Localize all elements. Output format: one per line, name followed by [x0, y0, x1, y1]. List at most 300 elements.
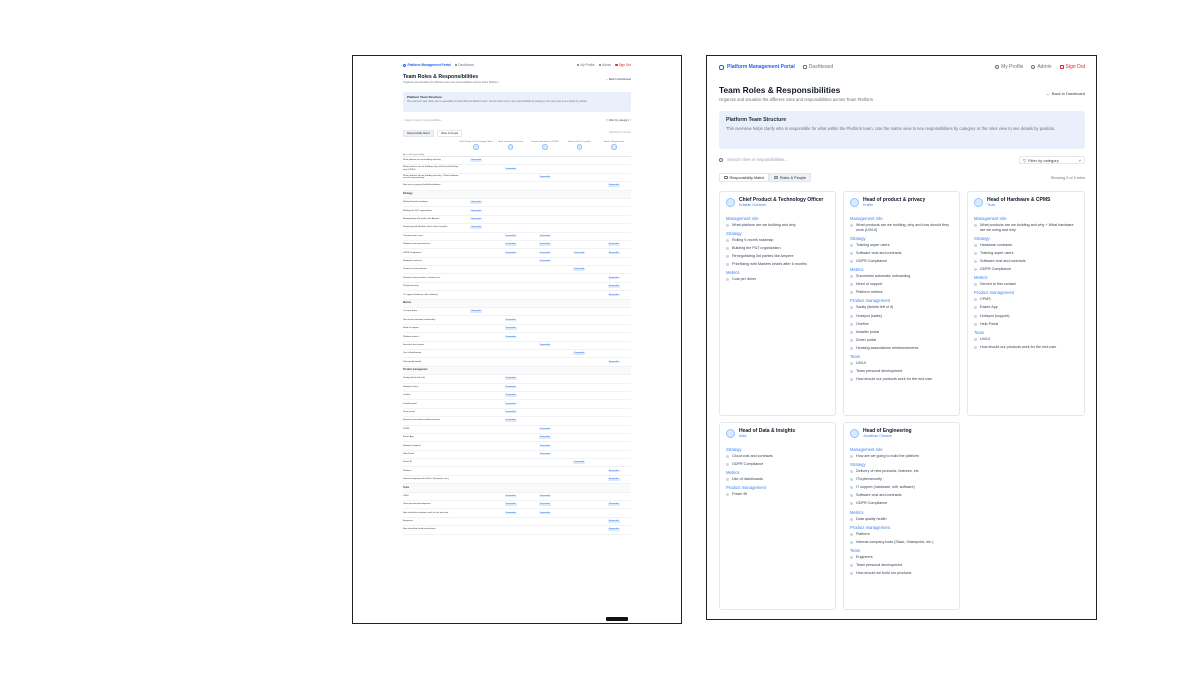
responsible-chip: Responsible	[574, 268, 585, 271]
responsible-chip: Responsible	[540, 494, 550, 497]
role-icon	[611, 144, 617, 150]
matrix-cell	[459, 232, 493, 240]
matrix-row	[403, 232, 631, 240]
responsibility-text: Onefive	[856, 321, 869, 326]
bullet-icon	[974, 323, 977, 326]
bullet-icon	[974, 283, 977, 286]
matrix-row-label: GDPR Compliance	[403, 249, 459, 257]
responsibility-text: Training super users	[980, 250, 1014, 255]
filter-label: Filter by category	[608, 119, 629, 122]
matrix-cell	[459, 198, 493, 206]
role-avatar-icon	[974, 198, 983, 207]
count-text: Showing 5 of 5 roles	[609, 131, 631, 134]
matrix-cell	[493, 215, 527, 223]
responsible-chip: Responsible	[608, 478, 619, 481]
responsibility-text: Installer portal	[856, 329, 880, 334]
responsible-chip: Responsible	[540, 452, 550, 455]
matrix-cell	[459, 383, 493, 391]
matrix-header-row	[403, 141, 631, 157]
responsibility-item	[850, 259, 953, 264]
matrix-cell	[597, 316, 631, 324]
matrix-row-label: Housing associations reimbursements	[403, 417, 459, 425]
matrix-col-header	[597, 141, 631, 157]
matrix-row-label: Hubspot (support)	[403, 442, 459, 450]
bullet-icon	[850, 362, 853, 365]
responsibility-text: Power BI	[732, 492, 747, 497]
responsibility-item	[726, 492, 829, 497]
matrix-cell	[562, 358, 596, 366]
role-section-title: Strategy	[974, 235, 990, 241]
matrix-row-label: CPMS	[403, 425, 459, 433]
matrix-cell	[528, 282, 562, 290]
matrix-row	[403, 324, 631, 332]
matrix-row-label: Internal company tools (Slack, Sharepoint, etc.)	[403, 475, 459, 483]
info-panel	[403, 92, 631, 112]
responsible-chip: Responsible	[608, 520, 619, 523]
role-holder: Truls	[987, 203, 996, 207]
matrix-cell	[597, 391, 631, 399]
bullet-icon	[850, 572, 853, 575]
matrix-cell	[528, 400, 562, 408]
matrix-cell	[459, 358, 493, 366]
matrix-cell	[459, 157, 493, 165]
matrix-cell	[597, 308, 631, 316]
page-subtitle: Organize and visualize the different roles and responsibilities across Team Platform	[403, 81, 499, 84]
role-section-title: Metrics	[726, 470, 740, 476]
matrix-cell	[459, 433, 493, 441]
sign-out-link[interactable]	[615, 63, 631, 67]
matrix-cell	[597, 433, 631, 441]
matrix-cell	[493, 333, 527, 341]
sign-out-link[interactable]	[1060, 64, 1085, 70]
matrix-cell	[459, 316, 493, 324]
category-filter[interactable]: ▽ Filter by category ˅	[606, 119, 631, 122]
matrix-cell	[459, 509, 493, 517]
matrix-cell	[562, 173, 596, 181]
responsibility-text: Use of dashboards	[732, 477, 763, 482]
shield-icon	[1031, 65, 1035, 69]
my-profile-link[interactable]	[995, 64, 1023, 70]
responsibility-text: What platform are we building and why	[732, 223, 796, 227]
matrix-cell	[493, 400, 527, 408]
matrix-cell	[493, 467, 527, 475]
matrix-cell	[597, 349, 631, 357]
responsibility-text: GDPR Compliance	[856, 259, 888, 264]
matrix-row	[403, 358, 631, 366]
chevron-down-icon: ˅	[1078, 157, 1081, 163]
matrix-row-label: Data quality health	[403, 358, 459, 366]
matrix-cell	[562, 282, 596, 290]
bullet-icon	[850, 486, 853, 489]
responsible-chip: Responsible	[540, 427, 550, 430]
responsibility-item	[850, 571, 953, 576]
matrix-cell	[597, 358, 631, 366]
matrix-cell	[528, 266, 562, 274]
matrix-cell	[459, 308, 493, 316]
matrix-cell	[459, 400, 493, 408]
responsible-chip: Responsible	[608, 528, 619, 531]
matrix-cell	[493, 517, 527, 525]
responsible-chip: Responsible	[608, 243, 619, 246]
responsibility-text: GDPR Compliance	[980, 267, 1012, 272]
top-bar	[403, 61, 631, 69]
matrix-cell	[562, 266, 596, 274]
responsible-chip: Responsible	[608, 503, 619, 506]
brand[interactable]	[719, 64, 795, 70]
responsibility-item	[850, 290, 953, 295]
search-icon	[719, 158, 723, 162]
matrix-cell	[493, 475, 527, 483]
bullet-icon	[974, 260, 977, 263]
responsibility-item	[850, 563, 953, 568]
matrix-cell	[493, 157, 527, 165]
matrix-row	[403, 308, 631, 316]
matrix-row	[403, 501, 631, 509]
responsibility-text: Driver portal	[856, 337, 877, 342]
responsible-chip: Responsible	[505, 402, 516, 405]
matrix-cell	[597, 517, 631, 525]
matrix-cell	[459, 459, 493, 467]
responsibility-item	[974, 223, 1078, 233]
bullet-icon	[850, 244, 853, 247]
role-card-header	[850, 428, 953, 439]
matrix-cell	[459, 450, 493, 458]
responsibility-text: GDPR Compliance	[856, 501, 888, 506]
role-avatar-icon	[850, 429, 859, 438]
matrix-row	[403, 316, 631, 324]
matrix-cell	[562, 400, 596, 408]
bullet-icon	[850, 260, 853, 263]
matrix-cell	[562, 509, 596, 517]
matrix-cell	[493, 249, 527, 257]
responsibility-item	[850, 477, 953, 482]
responsibility-item	[726, 262, 829, 267]
responsible-chip: Responsible	[471, 310, 482, 313]
matrix-cell	[597, 450, 631, 458]
matrix-cell	[493, 240, 527, 248]
matrix-cell	[597, 333, 631, 341]
logout-icon	[615, 64, 618, 67]
matrix-cell	[597, 215, 631, 223]
responsibility-item	[850, 485, 953, 490]
matrix-cell	[562, 249, 596, 257]
responsible-chip: Responsible	[505, 494, 516, 497]
matrix-cell	[459, 417, 493, 425]
responsibility-item	[974, 297, 1078, 302]
role-section-title: Product management	[850, 298, 891, 304]
responsible-chip: Responsible	[505, 511, 516, 514]
responsibility-text: Delivery of new products, features, etc	[856, 469, 919, 474]
responsible-chip: Responsible	[608, 469, 619, 472]
matrix-row	[403, 492, 631, 500]
matrix-cell	[528, 358, 562, 366]
admin-link[interactable]	[1031, 64, 1051, 70]
grid-icon	[455, 64, 458, 67]
matrix-row	[403, 341, 631, 349]
role-card	[967, 191, 1085, 416]
matrix-cell	[459, 526, 493, 534]
matrix-cell	[597, 257, 631, 265]
role-section-title: Team	[974, 329, 985, 335]
role-section-title: Strategy	[726, 231, 742, 237]
matrix-cell	[562, 182, 596, 190]
responsibility-text: Training super users	[856, 242, 890, 247]
matrix-cell	[459, 391, 493, 399]
bullet-icon	[974, 306, 977, 309]
matrix-cell	[459, 501, 493, 509]
matrix-cell	[459, 475, 493, 483]
nav-dashboard-label: Dashboard	[458, 63, 474, 67]
responsible-chip: Responsible	[540, 259, 550, 262]
my-profile-label: My Profile	[1001, 64, 1024, 70]
role-section-title: Product management	[974, 290, 1015, 296]
matrix-category-row	[403, 190, 631, 198]
bullet-icon	[850, 283, 853, 286]
matrix-cell	[597, 198, 631, 206]
matrix-row-label: Rolling 9-month roadmap	[403, 198, 459, 206]
tab-roles-label: Roles & People	[440, 132, 459, 135]
matrix-cell	[459, 492, 493, 500]
bullet-icon	[974, 244, 977, 247]
matrix-row-label: Cloud cost and contracts	[403, 266, 459, 274]
matrix-cell	[528, 215, 562, 223]
responsible-chip: Responsible	[471, 159, 482, 162]
responsible-chip: Responsible	[505, 419, 516, 422]
matrix-cell	[562, 333, 596, 341]
bullet-icon	[850, 518, 853, 521]
matrix-col-header	[528, 141, 562, 157]
responsibility-item	[726, 454, 829, 459]
role-section-title: Team	[850, 354, 861, 360]
back-to-dashboard-button[interactable]: ← Back to Dashboard	[605, 78, 631, 81]
bullet-icon	[850, 455, 853, 458]
matrix-cell	[562, 215, 596, 223]
role-section-title: Metrics	[974, 275, 988, 281]
bullet-icon	[974, 298, 977, 301]
matrix-row	[403, 249, 631, 257]
responsible-chip: Responsible	[540, 343, 550, 346]
my-profile-link[interactable]	[577, 63, 595, 67]
responsibility-item	[850, 223, 953, 233]
matrix-cell	[597, 408, 631, 416]
responsible-chip: Responsible	[505, 394, 516, 397]
responsibility-item	[974, 322, 1078, 327]
roles-page	[719, 56, 1085, 619]
matrix-row	[403, 282, 631, 290]
responsibility-text: Platform	[856, 531, 870, 536]
responsibility-item	[850, 330, 953, 335]
matrix-cell	[528, 433, 562, 441]
matrix-category-label: Product management	[403, 366, 631, 374]
bullet-icon	[726, 455, 729, 458]
bullet-icon	[850, 478, 853, 481]
admin-link[interactable]	[599, 63, 612, 67]
matrix-cell	[528, 341, 562, 349]
tab-matrix[interactable]	[719, 173, 769, 182]
nav-dashboard[interactable]	[803, 64, 833, 70]
matrix-row	[403, 266, 631, 274]
matrix-row	[403, 224, 631, 232]
matrix-cell	[459, 425, 493, 433]
matrix-cell	[597, 492, 631, 500]
matrix-cell	[562, 492, 596, 500]
responsibility-item	[850, 532, 953, 537]
users-icon	[774, 176, 778, 180]
responsible-chip: Responsible	[608, 360, 619, 363]
matrix-cell	[493, 349, 527, 357]
matrix-cell	[528, 157, 562, 165]
role-section-title: Management role	[974, 216, 1007, 221]
matrix-row	[403, 291, 631, 299]
matrix-cell	[597, 165, 631, 173]
matrix-cell	[562, 324, 596, 332]
responsibility-text: How should we build our products	[856, 571, 912, 576]
matrix-row	[403, 433, 631, 441]
responsible-chip: Responsible	[540, 176, 550, 179]
role-title: Chief Product & Technology Officer	[739, 197, 824, 203]
matrix-col-header	[493, 141, 527, 157]
matrix-body	[403, 157, 631, 535]
matrix-cell	[597, 417, 631, 425]
brand[interactable]	[403, 63, 451, 67]
category-filter[interactable]	[1019, 156, 1085, 164]
filter-label: Filter by category	[1028, 157, 1059, 163]
search-input[interactable]	[719, 157, 788, 162]
matrix-cell	[493, 425, 527, 433]
matrix-cell	[459, 249, 493, 257]
view-tabs	[719, 173, 811, 182]
responsibility-item	[974, 243, 1078, 248]
matrix-row-label: Engineers	[403, 517, 459, 525]
back-to-dashboard-button[interactable]	[1046, 91, 1085, 96]
matrix-cell	[562, 207, 596, 215]
matrix-row	[403, 274, 631, 282]
matrix-cell	[597, 291, 631, 299]
matrix-row	[403, 450, 631, 458]
responsibility-item	[850, 346, 953, 351]
nav-dashboard[interactable]	[455, 63, 474, 67]
role-holder: Aida	[739, 434, 747, 438]
matrix-row-label: What products are we building and why + What hardware are we using and why	[403, 173, 459, 181]
responsibility-item	[850, 377, 953, 382]
responsibility-text: Data quality health	[856, 516, 887, 521]
matrix-view-screenshot	[352, 55, 682, 624]
matrix-cell	[493, 316, 527, 324]
tab-roles[interactable]	[437, 130, 462, 137]
responsible-chip: Responsible	[505, 251, 516, 254]
responsibility-text: Hardware contracts	[980, 242, 1012, 247]
responsibility-item	[726, 462, 829, 467]
bullet-icon	[850, 494, 853, 497]
matrix-cell	[597, 509, 631, 517]
role-card	[843, 191, 960, 416]
info-heading: Platform Team Structure	[407, 95, 442, 99]
matrix-cell	[459, 165, 493, 173]
responsibility-text: Internal company tools (Slack, Sharepoint, etc.)	[856, 539, 934, 544]
matrix-cell	[562, 375, 596, 383]
matrix-cell	[597, 501, 631, 509]
matrix-cell	[528, 417, 562, 425]
matrix-cell	[597, 425, 631, 433]
matrix-row-label: Training super users	[403, 232, 459, 240]
responsibility-item	[850, 314, 953, 319]
search-input[interactable]: ⌕ Search roles or responsibilities...	[403, 119, 443, 122]
matrix-row	[403, 425, 631, 433]
responsibility-matrix	[403, 141, 631, 535]
matrix-cell	[597, 442, 631, 450]
matrix-cell	[493, 274, 527, 282]
role-card-titles	[863, 428, 912, 439]
role-section-title: Strategy	[850, 462, 866, 468]
matrix-cell	[597, 266, 631, 274]
matrix-cell	[528, 375, 562, 383]
responsibility-item	[850, 555, 953, 560]
matrix-row	[403, 517, 631, 525]
matrix-row	[403, 400, 631, 408]
responsibility-text: Cost per driver	[732, 277, 757, 282]
matrix-cell	[597, 341, 631, 349]
bullet-icon	[726, 224, 729, 227]
matrix-row-label: UX/UI	[403, 492, 459, 500]
view-tabs	[403, 130, 462, 137]
role-card-titles	[987, 197, 1050, 208]
matrix-row	[403, 157, 631, 165]
bullet-icon	[974, 315, 977, 318]
responsibility-text: How should our products work for the end user	[856, 377, 933, 382]
user-icon	[577, 64, 580, 67]
responsibility-item	[974, 259, 1078, 264]
bullet-icon	[850, 556, 853, 559]
role-card-titles	[863, 197, 925, 208]
matrix-row-label: Building the P&T organization	[403, 207, 459, 215]
responsible-chip: Responsible	[471, 201, 482, 204]
matrix-cell	[528, 182, 562, 190]
matrix-cell	[562, 198, 596, 206]
filter-icon: ▽	[1023, 157, 1027, 163]
responsible-chip: Responsible	[471, 218, 482, 221]
bullet-icon	[850, 533, 853, 536]
matrix-row-label: Successful automatic onboarding	[403, 316, 459, 324]
matrix-row	[403, 333, 631, 341]
matrix-row	[403, 198, 631, 206]
role-avatar-icon	[726, 198, 735, 207]
responsibility-text: UX/UI	[980, 336, 990, 341]
responsible-chip: Responsible	[608, 251, 619, 254]
matrix-cell	[597, 240, 631, 248]
matrix-cell	[528, 517, 562, 525]
matrix-cell	[597, 526, 631, 534]
matrix-cell	[493, 417, 527, 425]
responsible-chip: Responsible	[574, 461, 585, 464]
matrix-col-label: Head of product & privacy	[498, 141, 524, 143]
matrix-cell	[597, 249, 631, 257]
matrix-cell	[493, 266, 527, 274]
matrix-cell	[528, 501, 562, 509]
matrix-cell	[562, 475, 596, 483]
role-card-header	[974, 197, 1078, 208]
matrix-cell	[493, 526, 527, 534]
back-label: Back to Dashboard	[1051, 91, 1085, 96]
tab-matrix[interactable]	[403, 130, 434, 137]
matrix-row-label: Software cost and contracts	[403, 240, 459, 248]
matrix-row	[403, 383, 631, 391]
matrix-cell	[493, 358, 527, 366]
matrix-row-label: Easee App	[403, 433, 459, 441]
role-avatar-icon	[850, 198, 859, 207]
tab-roles[interactable]	[769, 173, 811, 182]
matrix-cell	[493, 257, 527, 265]
matrix-cell	[528, 165, 562, 173]
